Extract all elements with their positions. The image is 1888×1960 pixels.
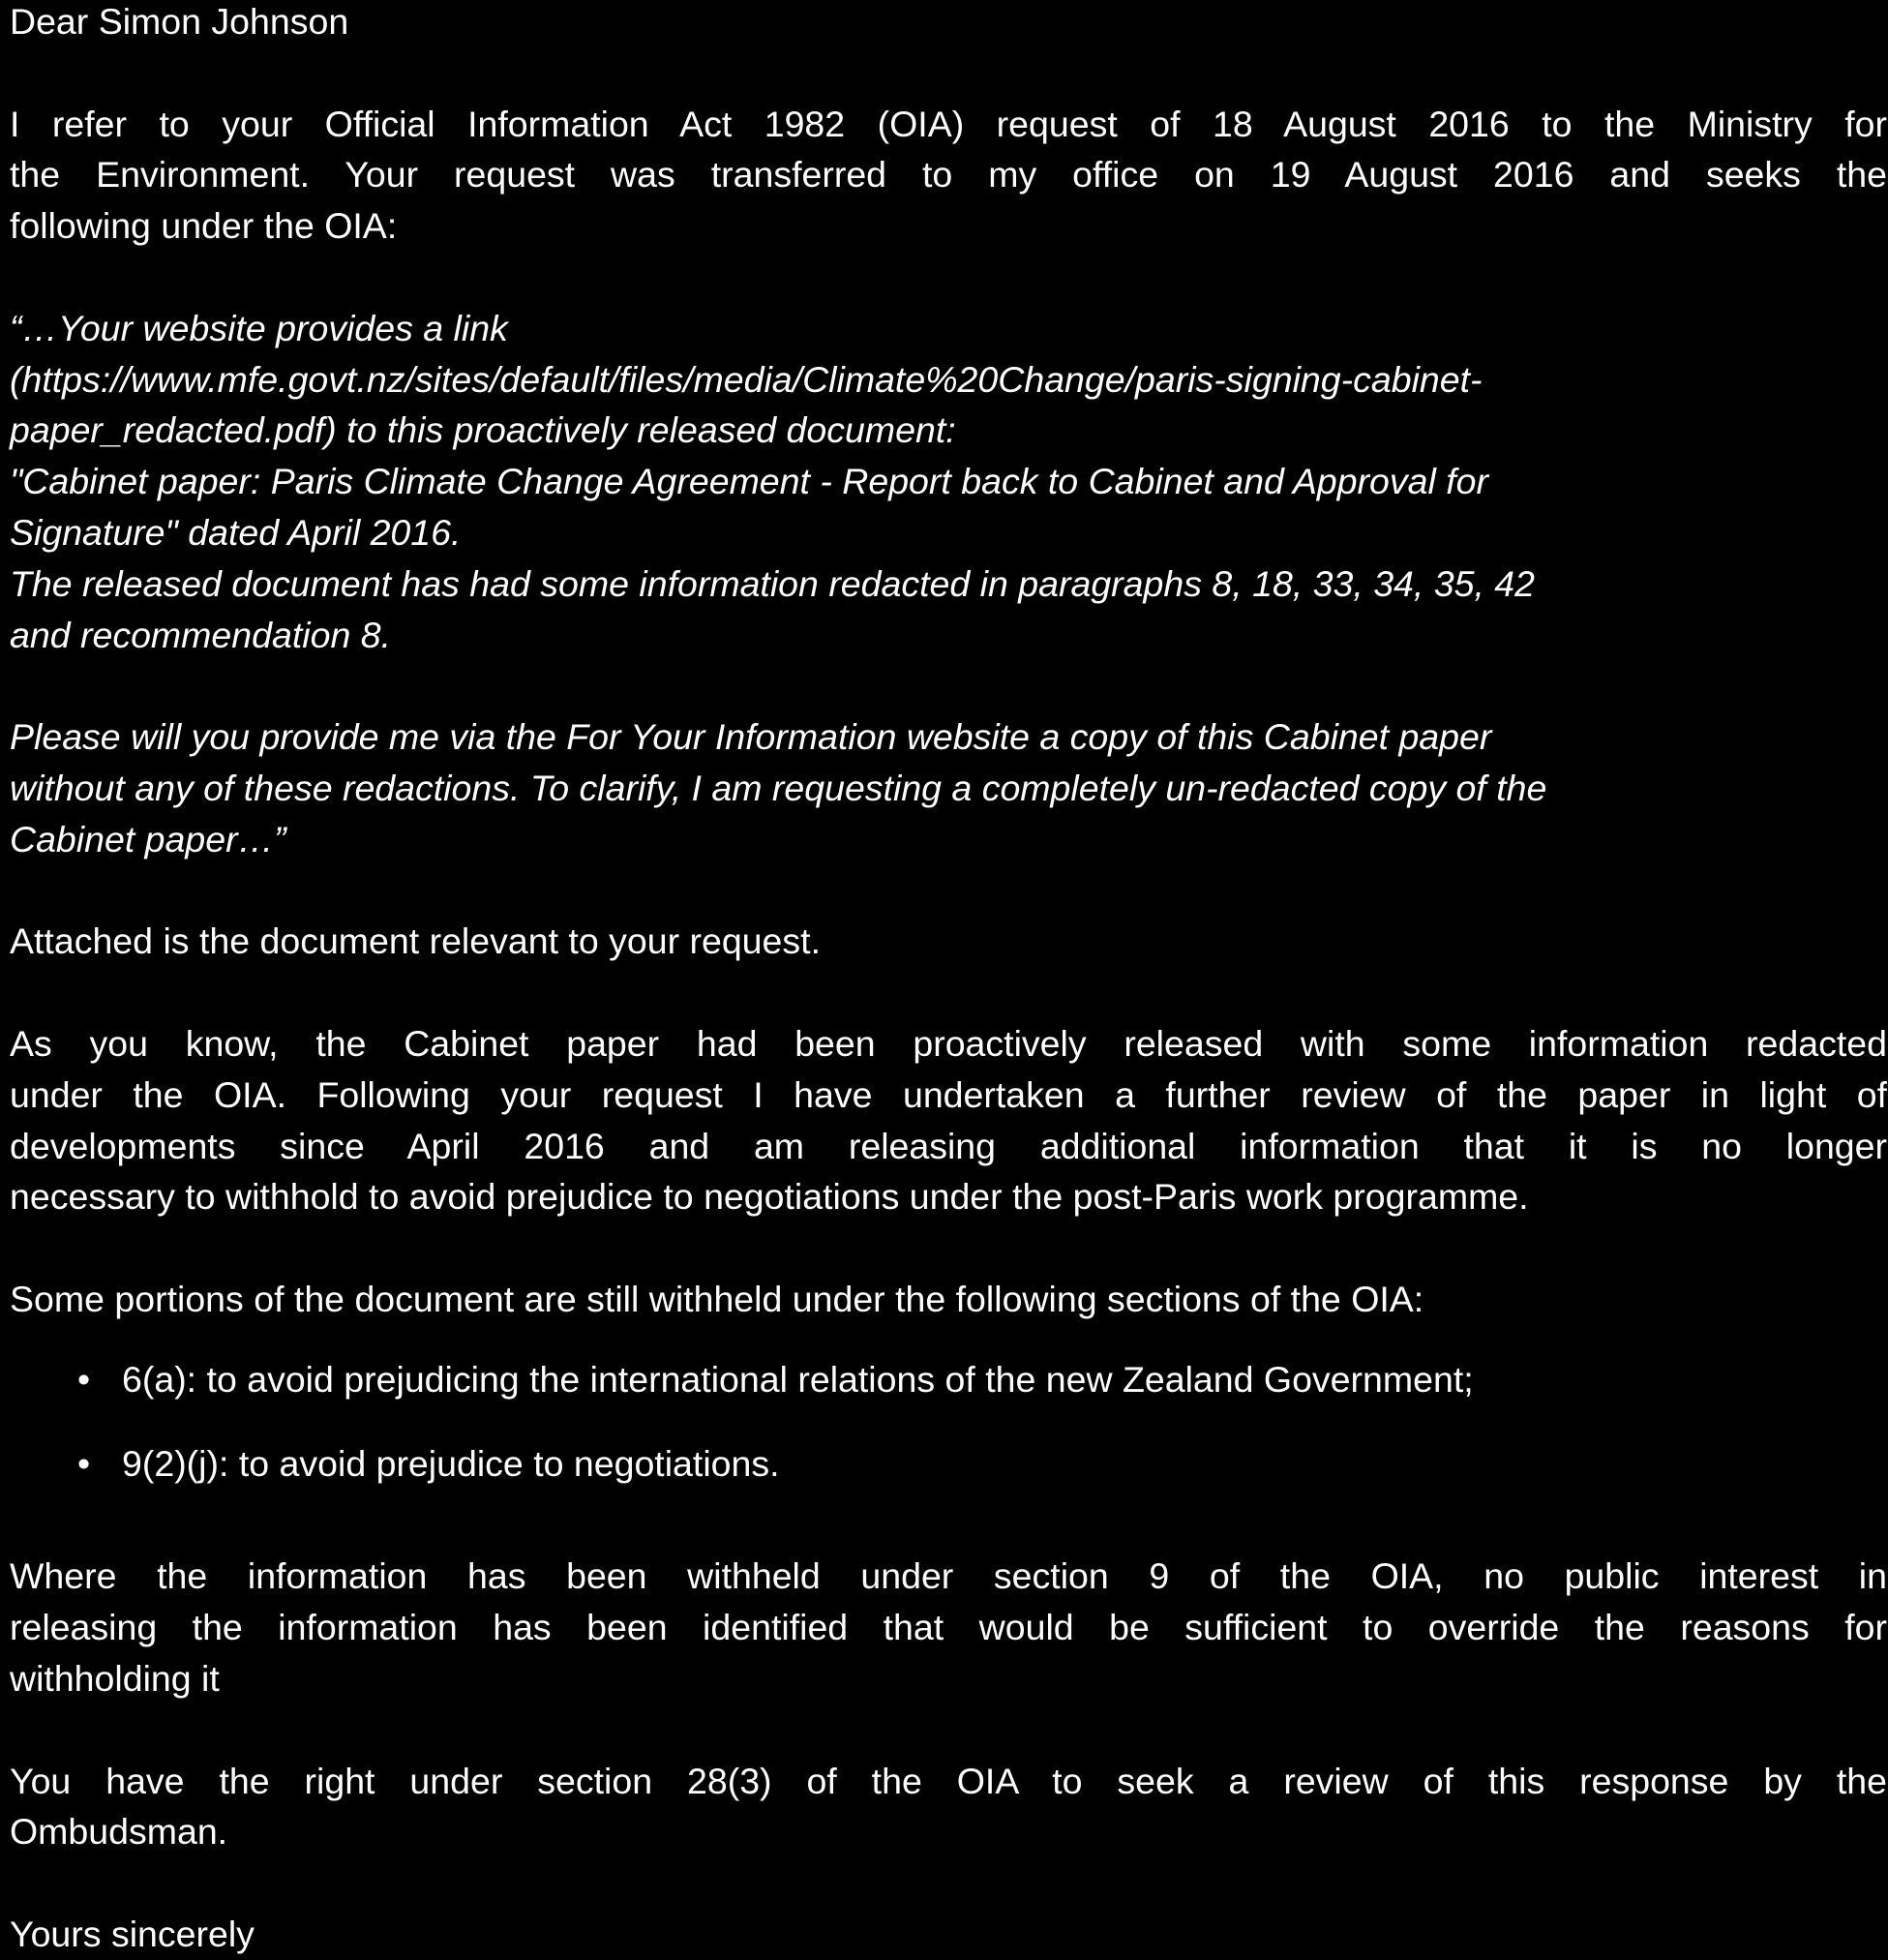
text-line: Please will you provide me via the For Your Information website a copy of this Cabinet paper <box>10 716 1492 758</box>
attached-note: Attached is the document relevant to your request. <box>10 920 821 962</box>
text-line: withholding it <box>10 1657 220 1699</box>
rights-paragraph <box>10 1756 1887 1858</box>
bullet-icon: • <box>77 1358 91 1400</box>
text-line: necessary to withhold to avoid prejudice to negotiations under the post-Paris work programme. <box>10 1176 1529 1218</box>
text-line: You have the right under section 28(3) of the OIA to seek a review of this response by the <box>10 1760 1887 1801</box>
review-paragraph <box>10 1018 1887 1222</box>
text-line: Where the information has been withheld under section 9 of the OIA, no public interest in <box>10 1555 1887 1597</box>
text-line: under the OIA. Following your request I have undertaken a further review of the paper in light of <box>10 1073 1887 1115</box>
text-line: following under the OIA: <box>10 205 398 247</box>
text-line: paper_redacted.pdf) to this proactively released document: <box>10 409 956 451</box>
withheld-item-text: 6(a): to avoid prejudicing the international relations of the new Zealand Government; <box>122 1358 1474 1400</box>
withheld-item <box>10 1438 1887 1490</box>
text-line: developments since April 2016 and am releasing additional information that it is no longer <box>10 1125 1887 1166</box>
text-line: “…Your website provides a link <box>10 307 508 348</box>
text-line: Ombudsman. <box>10 1811 228 1853</box>
salutation: Dear Simon Johnson <box>10 1 349 42</box>
text-line: The released document has had some information redacted in paragraphs 8, 18, 33, 34, 35, 42 <box>10 562 1536 604</box>
text-line: I refer to your Official Information Act 1982 (OIA) request of 18 August 2016 to the Ministry for <box>10 103 1887 144</box>
withheld-item <box>10 1354 1887 1405</box>
text-line: without any of these redactions. To clarify, I am requesting a completely un-redacted copy of the <box>10 767 1547 808</box>
text-line: Cabinet paper…” <box>10 818 286 859</box>
text-line: and recommendation 8. <box>10 614 391 655</box>
link-text: (https://www.mfe.govt.nz/sites/default/files/media/Climate%20Change/paris-signing-cabinet- <box>10 358 1483 400</box>
letter-body <box>10 0 1887 1960</box>
intro-paragraph <box>10 99 1887 252</box>
text-line: Signature" dated April 2016. <box>10 511 462 553</box>
bullet-icon: • <box>77 1442 91 1484</box>
withheld-item-text: 9(2)(j): to avoid prejudice to negotiations. <box>122 1442 780 1484</box>
closing: Yours sincerely <box>10 1913 255 1954</box>
text-line: "Cabinet paper: Paris Climate Change Agreement - Report back to Cabinet and Approval for <box>10 461 1489 502</box>
public-interest-paragraph <box>10 1551 1887 1704</box>
text-line: As you know, the Cabinet paper had been proactively released with some information redacted <box>10 1022 1887 1064</box>
text-line: releasing the information has been identified that would be sufficient to override the reasons for <box>10 1607 1887 1648</box>
text-line: the Environment. Your request was transferred to my office on 19 August 2016 and seeks the <box>10 154 1887 196</box>
withheld-intro: Some portions of the document are still withheld under the following sections of the OIA: <box>10 1278 1424 1319</box>
quoted-request <box>10 303 1887 865</box>
